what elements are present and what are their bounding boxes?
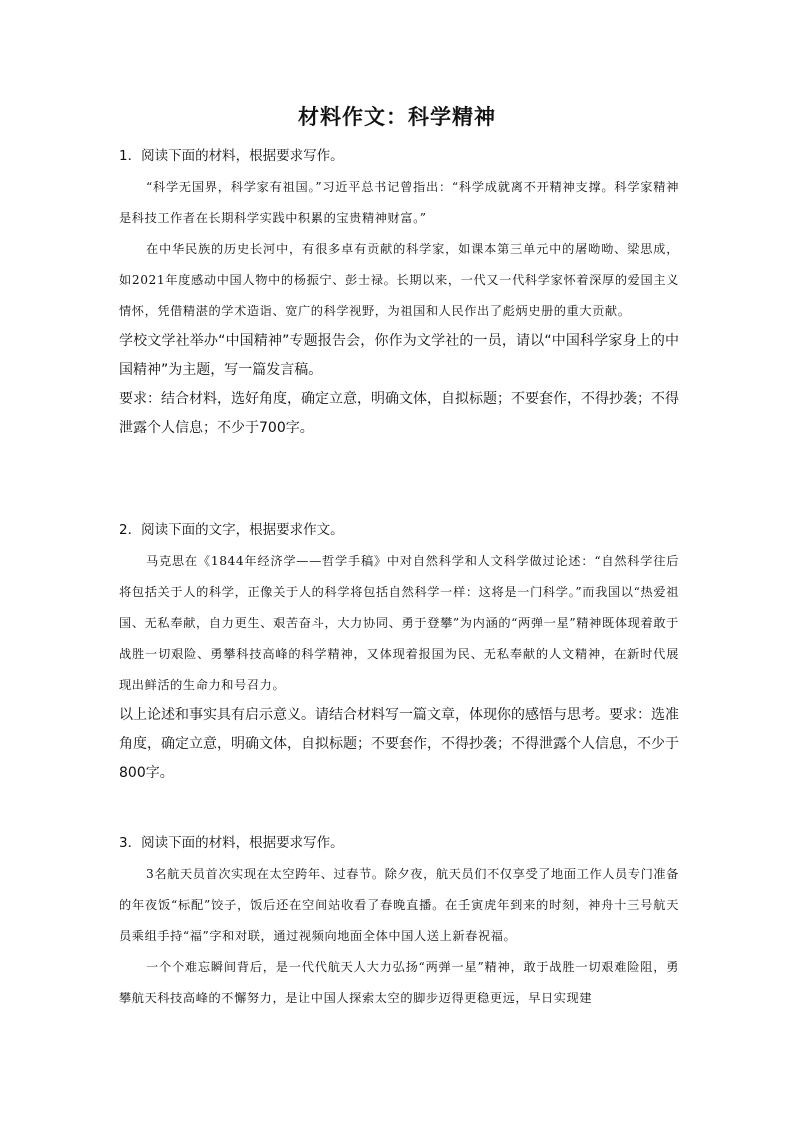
question-1 (119, 146, 679, 443)
question-1-material-2: 在中华民族的历史长河中，有很多卓有贡献的科学家，如课本第三单元中的屠呦呦、梁思成，如2021年度感动中国人物中的杨振宁、彭士禄。长期以来，一代又一代科学家怀着深厚的爱国主义情怀，凭借精湛的学术造诣、宽广的科学视野，为祖国和人民作出了彪炳史册的重大贡献。 (119, 242, 679, 318)
question-1-requirements: 要求：结合材料，选好角度，确定立意，明确文体，自拟标题；不要套作，不得抄袭；不得泄露个人信息；不少于700字。 (119, 391, 679, 436)
question-3-material-1: 3名航天员首次实现在太空跨年、过春节。除夕夜，航天员们不仅享受了地面工作人员专门准备的年夜饭“标配”饺子，饭后还在空间站收看了春晚直播。在壬寅虎年到来的时刻，神舟十三号航天员乘组手持“福”字和对联，通过视频向地面全体中国人送上新春祝福。 (119, 867, 679, 943)
question-2-task: 以上论述和事实具有启示意义。请结合材料写一篇文章，体现你的感悟与思考。要求：选准角度，确定立意，明确文体，自拟标题；不要套作，不得抄袭；不得泄露个人信息，不少于800字。 (119, 707, 679, 781)
question-3-heading: 3．阅读下面的材料，根据要求写作。 (119, 835, 344, 851)
question-2-heading: 2．阅读下面的文字，根据要求作文。 (119, 522, 344, 538)
question-1-material-1: “科学无国界，科学家有祖国。”习近平总书记曾指出：“科学成就离不开精神支撑。科学家精神是科技工作者在长期科学实践中积累的宝贵精神财富。” (119, 180, 679, 225)
question-3 (119, 833, 679, 1014)
question-3-material-2: 一个个难忘瞬间背后，是一代代航天人大力弘扬“两弹一星”精神，敢于战胜一切艰难险阻，勇攀航天科技高峰的不懈努力，是让中国人探索太空的脚步迈得更稳更远，早日实现建 (119, 960, 679, 1005)
question-2 (119, 520, 679, 788)
page-title: 材料作文：科学精神 (298, 105, 496, 129)
question-2-material: 马克思在《1844年经济学——哲学手稿》中对自然科学和人文科学做过论述：“自然科学往后将包括关于人的科学，正像关于人的科学将包括自然科学一样：这将是一门科学。”而我国以“热爱祖国、无私奉献，自力更生、艰苦奋斗，大力协同、勇于登攀”为内涵的“两弹一星”精神既体现着敢于战胜一切艰险、勇攀科技高峰的科学精神，又体现着报国为民、无私奉献的人文精神，在新时代展现出鲜活的生命力和号召力。 (119, 554, 679, 692)
question-1-task: 学校文学社举办“中国精神”专题报告会，你作为文学社的一员，请以“中国科学家身上的中国精神”为主题，写一篇发言稿。 (119, 333, 679, 378)
question-1-heading: 1．阅读下面的材料，根据要求写作。 (119, 148, 344, 164)
